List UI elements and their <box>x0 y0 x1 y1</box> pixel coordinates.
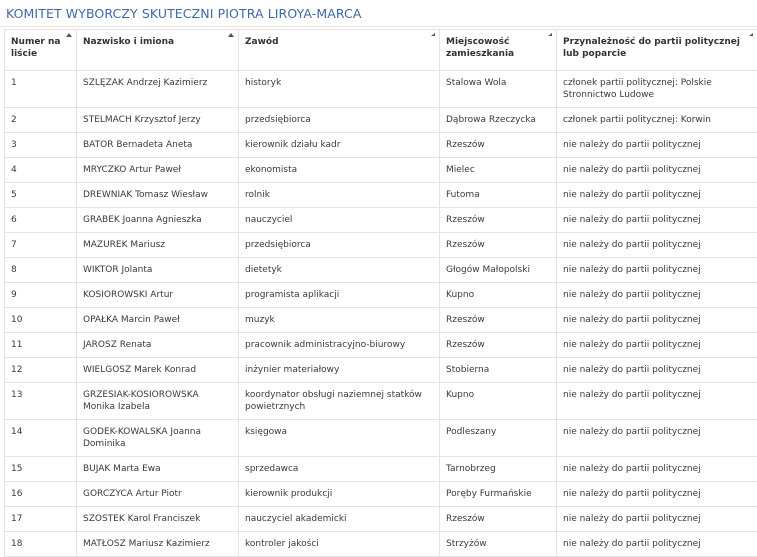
sort-icon[interactable] <box>548 33 552 36</box>
cell-number: 11 <box>5 333 77 358</box>
cell-number: 15 <box>5 457 77 482</box>
cell-party: nie należy do partii politycznej <box>557 532 757 557</box>
cell-name: WIELGOSZ Marek Konrad <box>77 358 239 383</box>
cell-party: nie należy do partii politycznej <box>557 383 757 420</box>
cell-number: 12 <box>5 358 77 383</box>
table-row <box>5 420 757 457</box>
cell-number: 3 <box>5 133 77 158</box>
candidates-table <box>4 29 757 557</box>
cell-occupation: historyk <box>239 71 440 108</box>
cell-party: nie należy do partii politycznej <box>557 333 757 358</box>
cell-residence: Rzeszów <box>440 308 557 333</box>
table-row <box>5 532 757 557</box>
cell-number: 9 <box>5 283 77 308</box>
column-header-name[interactable] <box>77 30 239 71</box>
cell-number: 18 <box>5 532 77 557</box>
table-row <box>5 108 757 133</box>
column-header-label: Nazwisko i imiona <box>83 37 174 47</box>
table-row <box>5 183 757 208</box>
cell-party: nie należy do partii politycznej <box>557 358 757 383</box>
cell-residence: Kupno <box>440 283 557 308</box>
cell-occupation: przedsiębiorca <box>239 233 440 258</box>
cell-occupation: koordynator obsługi naziemnej statków powietrznych <box>239 383 440 420</box>
cell-party: nie należy do partii politycznej <box>557 158 757 183</box>
cell-occupation: nauczyciel <box>239 208 440 233</box>
cell-number: 17 <box>5 507 77 532</box>
cell-party: nie należy do partii politycznej <box>557 420 757 457</box>
cell-name: DREWNIAK Tomasz Wiesław <box>77 183 239 208</box>
cell-name: GORCZYCA Artur Piotr <box>77 482 239 507</box>
cell-residence: Rzeszów <box>440 333 557 358</box>
cell-name: BUJAK Marta Ewa <box>77 457 239 482</box>
cell-name: SZLĘZAK Andrzej Kazimierz <box>77 71 239 108</box>
cell-occupation: dietetyk <box>239 258 440 283</box>
table-row <box>5 358 757 383</box>
cell-number: 5 <box>5 183 77 208</box>
cell-occupation: ekonomista <box>239 158 440 183</box>
column-header-label: Przynależność do partii politycznej lub poparcie <box>563 37 740 59</box>
cell-occupation: programista aplikacji <box>239 283 440 308</box>
cell-number: 8 <box>5 258 77 283</box>
cell-number: 7 <box>5 233 77 258</box>
cell-occupation: księgowa <box>239 420 440 457</box>
cell-party: nie należy do partii politycznej <box>557 507 757 532</box>
cell-name: MAZUREK Mariusz <box>77 233 239 258</box>
column-header-label: Miejscowość zamieszkania <box>446 37 514 59</box>
column-header-number[interactable] <box>5 30 77 71</box>
cell-number: 13 <box>5 383 77 420</box>
table-row <box>5 208 757 233</box>
cell-number: 2 <box>5 108 77 133</box>
cell-occupation: sprzedawca <box>239 457 440 482</box>
cell-residence: Głogów Małopolski <box>440 258 557 283</box>
cell-occupation: kontroler jakości <box>239 532 440 557</box>
table-row <box>5 283 757 308</box>
cell-residence: Rzeszów <box>440 507 557 532</box>
cell-number: 14 <box>5 420 77 457</box>
table-row <box>5 383 757 420</box>
table-row <box>5 308 757 333</box>
sort-asc-icon[interactable] <box>228 33 234 37</box>
table-row <box>5 258 757 283</box>
cell-number: 16 <box>5 482 77 507</box>
column-header-residence[interactable] <box>440 30 557 71</box>
cell-party: członek partii politycznej: Korwin <box>557 108 757 133</box>
cell-residence: Dąbrowa Rzeczycka <box>440 108 557 133</box>
cell-name: KOSIOROWSKI Artur <box>77 283 239 308</box>
cell-occupation: rolnik <box>239 183 440 208</box>
cell-number: 1 <box>5 71 77 108</box>
cell-residence: Rzeszów <box>440 233 557 258</box>
cell-name: WIKTOR Jolanta <box>77 258 239 283</box>
cell-number: 4 <box>5 158 77 183</box>
cell-name: MATŁOSZ Mariusz Kazimierz <box>77 532 239 557</box>
cell-occupation: nauczyciel akademicki <box>239 507 440 532</box>
cell-name: BATOR Bernadeta Aneta <box>77 133 239 158</box>
cell-name: MRYCZKO Artur Paweł <box>77 158 239 183</box>
cell-party: nie należy do partii politycznej <box>557 457 757 482</box>
table-row <box>5 133 757 158</box>
cell-residence: Stalowa Wola <box>440 71 557 108</box>
cell-party: nie należy do partii politycznej <box>557 482 757 507</box>
table-row <box>5 233 757 258</box>
cell-residence: Podleszany <box>440 420 557 457</box>
column-header-label: Numer na liście <box>11 37 60 59</box>
table-row <box>5 158 757 183</box>
committee-title: KOMITET WYBORCZY SKUTECZNI PIOTRA LIROYA-MARCA <box>6 6 362 21</box>
column-header-label: Zawód <box>245 37 279 47</box>
cell-occupation: pracownik administracyjno-biurowy <box>239 333 440 358</box>
cell-number: 10 <box>5 308 77 333</box>
cell-residence: Mielec <box>440 158 557 183</box>
cell-party: nie należy do partii politycznej <box>557 283 757 308</box>
cell-name: GRABEK Joanna Agnieszka <box>77 208 239 233</box>
sort-icon[interactable] <box>749 33 753 36</box>
cell-residence: Futoma <box>440 183 557 208</box>
cell-name: JAROSZ Renata <box>77 333 239 358</box>
table-row <box>5 71 757 108</box>
column-header-occupation[interactable] <box>239 30 440 71</box>
cell-occupation: muzyk <box>239 308 440 333</box>
cell-occupation: kierownik produkcji <box>239 482 440 507</box>
cell-name: GODEK-KOWALSKA Joanna Dominika <box>77 420 239 457</box>
cell-occupation: inżynier materiałowy <box>239 358 440 383</box>
cell-number: 6 <box>5 208 77 233</box>
cell-party: nie należy do partii politycznej <box>557 183 757 208</box>
cell-party: nie należy do partii politycznej <box>557 208 757 233</box>
column-header-party[interactable] <box>557 30 757 71</box>
cell-occupation: przedsiębiorca <box>239 108 440 133</box>
cell-name: SZOSTEK Karol Franciszek <box>77 507 239 532</box>
cell-residence: Tarnobrzeg <box>440 457 557 482</box>
cell-party: nie należy do partii politycznej <box>557 133 757 158</box>
cell-residence: Rzeszów <box>440 208 557 233</box>
cell-name: OPAŁKA Marcin Paweł <box>77 308 239 333</box>
title-divider <box>0 26 757 27</box>
table-row <box>5 482 757 507</box>
cell-residence: Rzeszów <box>440 133 557 158</box>
cell-residence: Strzyżów <box>440 532 557 557</box>
cell-party: nie należy do partii politycznej <box>557 233 757 258</box>
cell-residence: Kupno <box>440 383 557 420</box>
table-header-row <box>5 30 757 71</box>
table-row <box>5 333 757 358</box>
sort-asc-icon[interactable] <box>66 33 72 37</box>
cell-residence: Stobierna <box>440 358 557 383</box>
cell-name: GRZESIAK-KOSIOROWSKA Monika Izabela <box>77 383 239 420</box>
sort-icon[interactable] <box>431 33 435 36</box>
cell-occupation: kierownik działu kadr <box>239 133 440 158</box>
cell-party: nie należy do partii politycznej <box>557 308 757 333</box>
cell-party: nie należy do partii politycznej <box>557 258 757 283</box>
table-row <box>5 457 757 482</box>
cell-residence: Poręby Furmańskie <box>440 482 557 507</box>
cell-name: STELMACH Krzysztof Jerzy <box>77 108 239 133</box>
cell-party: członek partii politycznej: Polskie Stronnictwo Ludowe <box>557 71 757 108</box>
table-row <box>5 507 757 532</box>
